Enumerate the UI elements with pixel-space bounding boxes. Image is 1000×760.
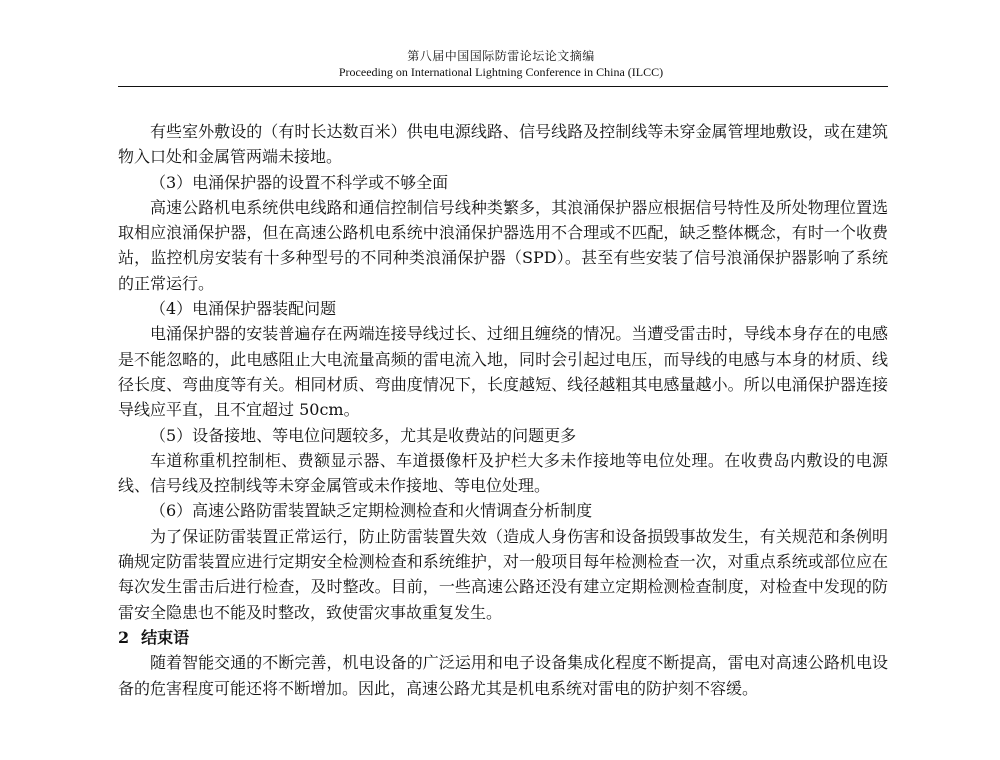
paragraph-underground-lines: 有些室外敷设的（有时长达数百米）供电电源线路、信号线路及控制线等未穿金属管埋地敷设，或在建筑物入口处和金属管两端未接地。 xyxy=(118,122,888,167)
header-rule xyxy=(118,86,888,87)
subheading-3: （3）电涌保护器的设置不科学或不够全面 xyxy=(150,172,449,192)
section-title: 结束语 xyxy=(141,627,190,647)
paragraph-spd-selection: 高速公路机电系统供电线路和通信控制信号线种类繁多，其浪涌保护器应根据信号特性及所处物理位置选取相应浪涌保护器，但在高速公路机电系统中浪涌保护器选用不合理或不匹配，缺乏整体概念，有时一个收费站，监控机房安装有十多种型号的不同种类浪涌保护器（SPD）。甚至有些安装了信号浪涌保护器影响了系统的正常运行。 xyxy=(118,197,888,293)
paragraph-grounding: 车道称重机控制柜、费额显示器、车道摄像杆及护栏大多未作接地等电位处理。在收费岛内敷设的电源线、信号线及控制线等未穿金属管或未作接地、等电位处理。 xyxy=(118,450,888,496)
header-english-title: Proceeding on International Lightning Conference in China (ILCC) xyxy=(338,65,664,79)
running-header xyxy=(118,48,884,80)
paragraph-inspection: 为了保证防雷装置正常运行，防止防雷装置失效（造成人身伤害和设备损毁事故发生，有关规范和条例明确规定防雷装置应进行定期安全检测检查和系统维护，对一般项目每年检测检查一次，对重点系统或部位应在每次发生雷击后进行检查，及时整改。目前，一些高速公路还没有建立定期检测检查制度，对检查中发现的防雷安全隐患也不能及时整改，致使雷灾事故重复发生。 xyxy=(118,526,888,622)
subheading-6: （6）高速公路防雷装置缺乏定期检测检查和火情调查分析制度 xyxy=(150,501,593,521)
header-chinese-title: 第八届中国国际防雷论坛论文摘编 xyxy=(407,49,595,63)
subheading-5: （5）设备接地、等电位问题较多，尤其是收费站的问题更多 xyxy=(150,425,577,445)
section-heading-2 xyxy=(118,625,888,650)
paragraph-spd-installation: 电涌保护器的安装普遍存在两端连接导线过长、过细且缠绕的情况。当遭受雷击时，导线本身存在的电感是不能忽略的，此电感阻止大电流量高频的雷电流入地，同时会引起过电压，而导线的电感与本身的材质、线径长度、弯曲度等有关。相同材质、弯曲度情况下，长度越短、线径越粗其电感量越小。所以电涌保护器连接导线应平直，且不宜超过 50cm。 xyxy=(118,324,888,420)
paragraph-conclusion: 随着智能交通的不断完善，机电设备的广泛运用和电子设备集成化程度不断提高，雷电对高速公路机电设备的危害程度可能还将不断增加。因此，高速公路尤其是机电系统对雷电的防护刻不容缓。 xyxy=(118,653,888,698)
section-number: 2 xyxy=(118,627,130,647)
body-text xyxy=(118,119,888,701)
subheading-4: （4）电涌保护器装配问题 xyxy=(150,299,337,319)
